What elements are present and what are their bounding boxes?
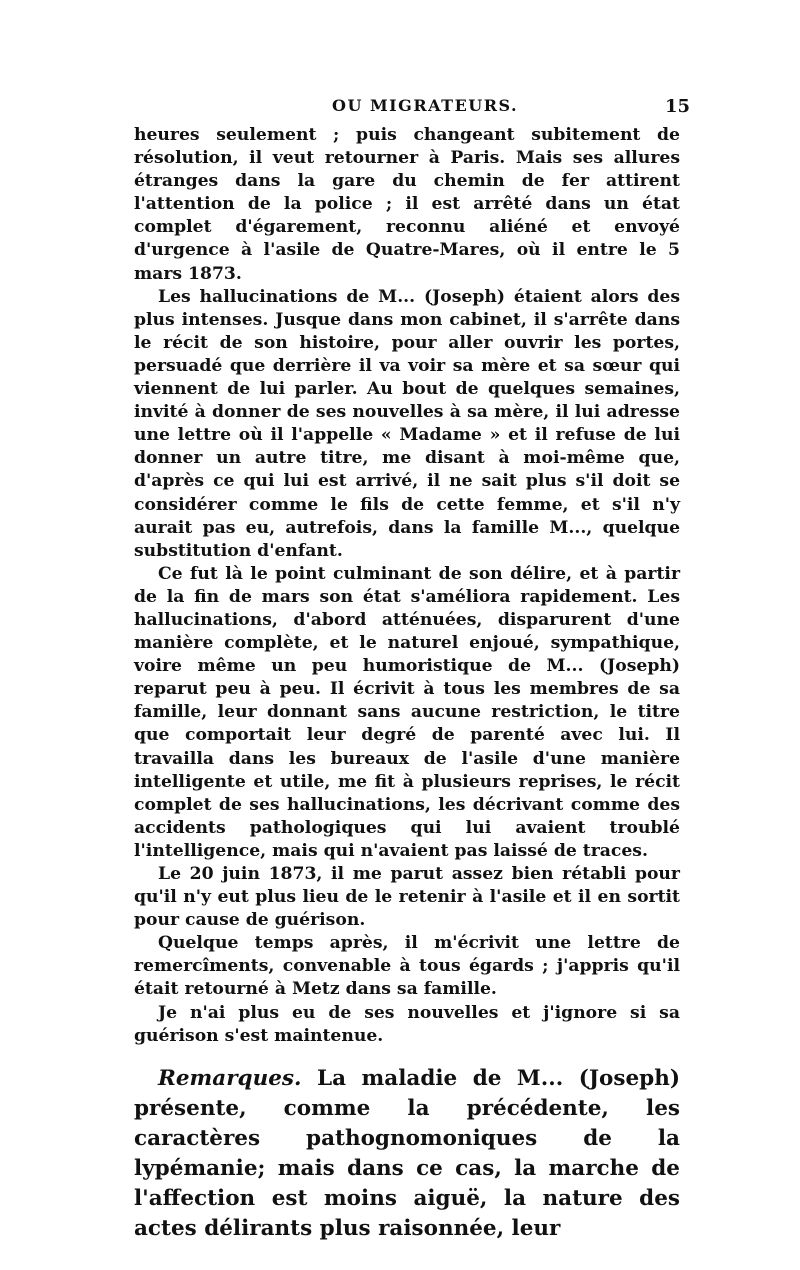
paragraph-letter: Quelque temps après, il m'écrivit une lettre de remercîments, convenable à tous égards ; j'appris qu'il était retourné à Metz dans sa famille. [134,933,680,1000]
page-number: 15 [664,96,690,117]
running-head [134,96,690,122]
paragraph-discharge: Le 20 juin 1873, il me parut assez bien rétabli pour qu'il n'y eut plus lieu de le retenir à l'asile et il en sortit pour cause de guérison. [134,864,680,931]
paragraph-no-news: Je n'ai plus eu de ses nouvelles et j'ignore si sa guérison s'est maintenue. [134,1002,680,1046]
paragraph-hallucinations: Les hallucinations de M... (Joseph) étaient alors des plus intenses. Jusque dans mon cabinet, il s'arrête dans le récit de son histoire, pour aller ouvrir les portes, persuadé que derrière il va voir sa mère et sa sœur qui viennent de lui parler. Au bout de quelques semaines, invité à donner de ses nouvelles à sa mère, il lui adresse une lettre où il l'appelle « Madame » et il refuse de lui donner un autre titre, me disant à moi-même que, d'après ce qui lui est arrivé, il ne sait plus s'il doit se considérer comme le fils de cette femme, et s'il n'y aurait pas eu, autrefois, dans la famille M..., quelque substitution d'enfant. [134,286,680,561]
body-text [134,124,680,1244]
paragraph-improvement: Ce fut là le point culminant de son délire, et à partir de la fin de mars son état s'améliora rapidement. Les hallucinations, d'abord atténuées, disparurent d'une manière complète, et le naturel enjoué, sympathique, voire même un peu humoristique de M... (Joseph) reparut peu à peu. Il écrivit à tous les membres de sa famille, leur donnant sans aucune restriction, le titre que comportait leur degré de parenté avec lui. Il travailla dans les bureaux de l'asile d'une manière intelligente et utile, me fit à plusieurs reprises, le récit complet de ses hallucinations, les décrivant comme des accidents pathologiques qui lui avaient troublé l'intelligence, mais qui n'avaient pas laissé de traces. [134,563,680,861]
remarks-text: La maladie de M... (Joseph) présente, comme la précédente, les caractères pathognomoniques de la lypémanie; mais dans ce cas, la marche de l'affection est moins aiguë, la nature des actes délirants plus raisonnée, leur [134,1065,680,1241]
paragraph-continuation: heures seulement ; puis changeant subitement de résolution, il veut retourner à Paris. Mais ses allures étranges dans la gare du chemin de fer attirent l'attention de la police ; il est arrêté dans un état complet d'égarement, reconnu aliéné et envoyé d'urgence à l'asile de Quatre-Mares, où il entre le 5 mars 1873. [134,125,680,284]
paragraph-remarks [134,1064,680,1244]
remarks-label: Remarques. [158,1065,302,1091]
running-title: OU MIGRATEURS. [332,96,519,115]
